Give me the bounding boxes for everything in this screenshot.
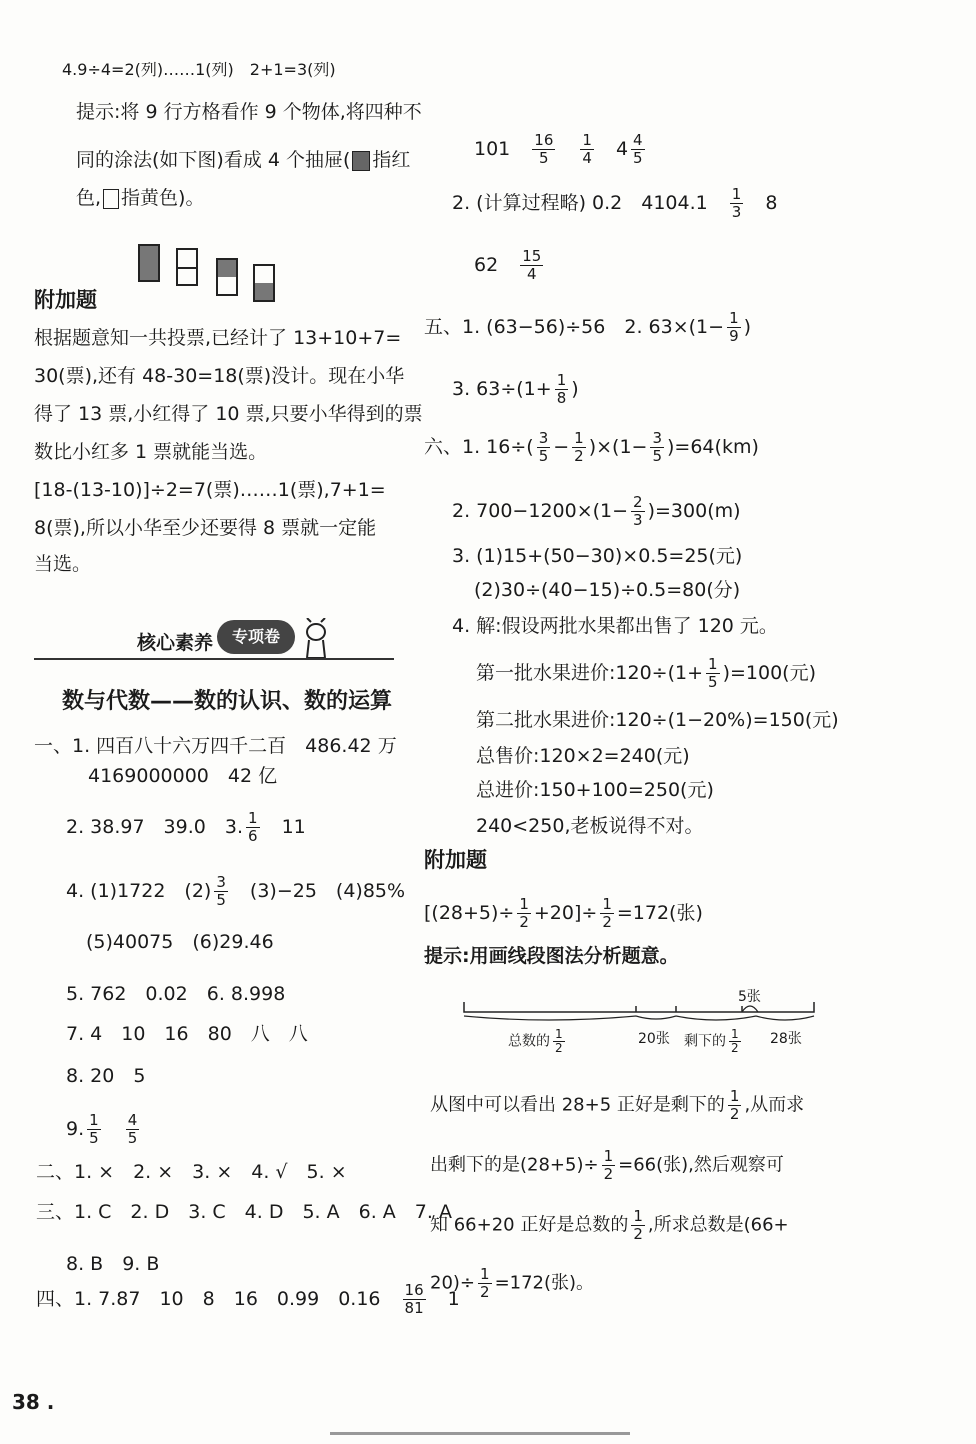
part-6-line-4c: 总售价:120×2=240(元)	[476, 745, 690, 767]
part-6-line-2	[452, 494, 741, 529]
r2-num: 1	[731, 185, 742, 203]
part-4-num: 16	[404, 1281, 424, 1299]
w1-frac	[727, 310, 741, 345]
s1-mid: )×(1−	[588, 436, 648, 458]
extra-para-4: 数比小红多 1 票就能当选。	[34, 441, 268, 463]
e1-den: 2	[729, 1105, 740, 1123]
hint-line-2-text: 同的涂法(如下图)看成 4 个抽屉(	[76, 149, 351, 171]
banner-badge: 专项卷	[217, 620, 295, 654]
right-extra-question-heading: 附加题	[424, 848, 487, 872]
r1-int: 101	[474, 138, 511, 160]
f1-num-2: 1	[602, 895, 612, 913]
e1-text: 从图中可以看出 28+5 正好是剩下的	[430, 1094, 725, 1116]
w3-text: 3. 63÷(1+	[452, 378, 552, 400]
q9-num-2: 4	[127, 1111, 138, 1129]
q4-text: 4. (1)1722 (2)	[66, 880, 212, 902]
page-number: 38 .	[12, 1390, 55, 1414]
r1-num-2: 1	[582, 131, 592, 149]
q1-line-2: 4169000000 42 亿	[88, 765, 278, 787]
s4a-tail: )=100(元)	[722, 662, 816, 684]
f1-frac-1	[517, 896, 531, 931]
extra-para-1: 根据题意知一共投票,已经计了 13+10+7=	[34, 327, 402, 349]
s1-text: 六、1. 16÷(	[424, 436, 534, 458]
e4-text: 20)÷	[430, 1272, 476, 1294]
w3-den: 8	[556, 389, 567, 407]
hint-line-3-text: 色,	[76, 187, 102, 209]
r2-tail: 8	[765, 192, 778, 214]
e3-tail: ,所求总数是(66+	[647, 1214, 789, 1236]
q9-den-2: 5	[127, 1129, 138, 1147]
w1-text: 五、1. (63−56)÷56 2. 63×(1−	[424, 316, 725, 338]
q9-fraction-2	[126, 1112, 140, 1147]
e2-den: 2	[603, 1165, 614, 1183]
part-6-line-4a	[476, 656, 816, 691]
e2-num: 1	[603, 1147, 614, 1165]
diagram-label-28: 28张	[770, 1031, 802, 1047]
diagram-den-2: 2	[731, 1041, 739, 1055]
e4-den: 2	[480, 1283, 490, 1301]
q9-line	[66, 1112, 142, 1147]
w3-num: 1	[556, 371, 567, 389]
diagram-label-half-total	[508, 1028, 568, 1055]
s2-num: 2	[633, 493, 643, 511]
e1-frac	[728, 1088, 742, 1123]
q2-tail: 11	[281, 816, 306, 838]
e2-tail: =66(张),然后观察可	[618, 1154, 784, 1176]
s1-tail: )=64(km)	[667, 436, 759, 458]
r1-frac-2	[580, 132, 594, 167]
left-extra-question-heading: 附加题	[34, 288, 97, 312]
explain-line-4	[430, 1266, 594, 1301]
explain-line-2	[430, 1148, 784, 1183]
s1-frac-2	[572, 430, 586, 465]
explain-line-1	[430, 1088, 804, 1123]
s1-num-1: 3	[538, 429, 549, 447]
part-6-line-3: 3. (1)15+(50−30)×0.5=25(元)	[452, 545, 743, 567]
s2-tail: )=300(m)	[647, 500, 741, 522]
banner-text: 核心素养	[137, 632, 214, 654]
q5-line: 5. 762 0.02 6. 8.998	[66, 983, 286, 1005]
diagram-num-2: 1	[731, 1027, 739, 1041]
diagram-frac-2	[729, 1028, 741, 1055]
part-6-line-4d: 总进价:150+100=250(元)	[476, 779, 714, 801]
q4-tail: (3)−25 (4)85%	[249, 880, 406, 902]
s2-den: 3	[633, 511, 643, 529]
f1-num-1: 1	[519, 895, 529, 913]
part-5-line-3	[452, 372, 579, 407]
f1-mid: +20]÷	[533, 902, 598, 924]
r2-den: 3	[731, 203, 742, 221]
w3-frac	[555, 372, 569, 407]
q2-num: 1	[248, 809, 258, 827]
r1-frac-1	[532, 132, 555, 167]
diagram-label-20: 20张	[638, 1031, 670, 1047]
diagram-den-1: 2	[555, 1041, 563, 1055]
hint-line-2	[76, 148, 410, 172]
s1-den-3: 5	[652, 447, 663, 465]
q2-fraction	[246, 810, 260, 845]
q4-line-2: (5)40075 (6)29.46	[86, 931, 274, 953]
w3-tail: )	[571, 378, 579, 400]
part-3-line-1: 三、1. C 2. D 3. C 4. D 5. A 6. A 7. A	[36, 1201, 452, 1223]
e3-text: 知 66+20 正好是总数的	[430, 1214, 629, 1236]
diagram-label-half-total-text: 总数的	[508, 1033, 550, 1050]
s4a-text: 第一批水果进价:120÷(1+	[476, 662, 704, 684]
extra-formula	[424, 896, 703, 931]
r-line-3	[474, 248, 546, 283]
s2-text: 2. 700−1200×(1−	[452, 500, 629, 522]
r1-whole: 4	[615, 138, 629, 160]
q2-den: 6	[248, 827, 258, 845]
part-2-line: 二、1. × 2. × 3. × 4. √ 5. ×	[36, 1161, 347, 1183]
s2-frac	[631, 494, 645, 529]
e3-den: 2	[633, 1225, 643, 1243]
s1-num-2: 1	[574, 429, 584, 447]
bottom-scan-mark	[330, 1432, 630, 1435]
yellow-square-icon	[103, 189, 119, 209]
diagram-frac-1	[553, 1028, 565, 1055]
r1-den-2: 4	[582, 149, 592, 167]
s4a-frac	[706, 656, 720, 691]
drawer-box-4	[253, 264, 275, 302]
q9-text: 9.	[66, 1118, 85, 1140]
q8-line: 8. 20 5	[66, 1065, 146, 1087]
w1-den: 9	[729, 327, 739, 345]
e4-num: 1	[480, 1265, 490, 1283]
drawer-box-1	[138, 244, 160, 282]
r2-text: 2. (计算过程略) 0.2 4104.1	[452, 192, 708, 214]
q9-den-1: 5	[89, 1129, 99, 1147]
part-6-line-4: 4. 解:假设两批水果都出售了 120 元。	[452, 615, 778, 637]
tip-line: 提示:用画线段图法分析题意。	[424, 945, 679, 967]
red-square-icon	[352, 151, 370, 171]
q2-line	[66, 810, 306, 845]
s1-minus: −	[553, 436, 570, 458]
s1-den-1: 5	[538, 447, 549, 465]
part-4-fraction	[403, 1282, 426, 1317]
q4-den: 5	[216, 891, 226, 909]
f1-frac-2	[600, 896, 614, 931]
hint-line-2-tail: 指红	[372, 149, 411, 171]
section-title: 数与代数——数的认识、数的运算	[62, 689, 393, 714]
extra-para-7: 当选。	[34, 553, 92, 575]
s1-frac-3	[650, 430, 664, 465]
explain-line-3	[430, 1208, 789, 1243]
extra-para-6: 8(票),所以小华至少还要得 8 票就一定能	[34, 517, 377, 539]
q4-line	[66, 874, 405, 909]
f1-tail: =172(张)	[616, 902, 703, 924]
f1-den-2: 2	[602, 913, 612, 931]
q2-text: 2. 38.97 39.0 3.	[66, 816, 243, 838]
part-4-line	[36, 1282, 460, 1317]
f1-den-1: 2	[519, 913, 529, 931]
part-6-line-4e: 240<250,老板说得不对。	[476, 815, 704, 837]
r-line-1	[474, 132, 648, 167]
hint-line-3	[76, 186, 204, 210]
mascot-icon	[301, 618, 331, 662]
part-6-line-1	[424, 430, 759, 465]
q4-num: 3	[216, 873, 226, 891]
diagram-num-1: 1	[555, 1027, 563, 1041]
drawer-box-3	[216, 258, 238, 296]
extra-para-2: 30(票),还有 48-30=18(票)没计。现在小华	[34, 365, 405, 387]
hint-line-3-tail: 指黄色)。	[121, 187, 205, 209]
r3-num: 15	[522, 247, 542, 265]
e2-frac	[602, 1148, 616, 1183]
diagram-label-5: 5张	[738, 989, 761, 1005]
part-4-text: 四、1. 7.87 10 8 16 0.99 0.16	[36, 1288, 381, 1310]
banner-rule	[34, 658, 394, 660]
r3-int: 62	[474, 254, 499, 276]
r1-den-3: 5	[633, 149, 643, 167]
r1-num-1: 16	[534, 131, 554, 149]
part-6-line-4b: 第二批水果进价:120÷(1−20%)=150(元)	[476, 709, 839, 731]
e2-text: 出剩下的是(28+5)÷	[430, 1154, 599, 1176]
s4a-den: 5	[708, 673, 718, 691]
hint-line-1: 提示:将 9 行方格看作 9 个物体,将四种不	[76, 101, 422, 123]
e3-num: 1	[633, 1207, 643, 1225]
extra-para-5: [18-(13-10)]÷2=7(票)……1(票),7+1=	[34, 479, 386, 501]
f1-text: [(28+5)÷	[424, 902, 515, 924]
s4a-num: 1	[708, 655, 718, 673]
e4-tail: =172(张)。	[494, 1272, 595, 1294]
q7-line: 7. 4 10 16 80 八 八	[66, 1023, 308, 1045]
r3-frac	[520, 248, 543, 283]
r-line-2	[452, 186, 777, 221]
e4-frac	[478, 1266, 492, 1301]
e1-num: 1	[729, 1087, 740, 1105]
w1-num: 1	[729, 309, 739, 327]
r1-num-3: 4	[633, 131, 643, 149]
drawer-box-2	[176, 248, 198, 286]
q1-line-1: 一、1. 四百八十六万四千二百 486.42 万	[34, 735, 397, 757]
part-5-line-1	[424, 310, 751, 345]
diagram-label-half-rest	[684, 1028, 744, 1055]
q9-fraction-1	[87, 1112, 101, 1147]
r2-frac	[730, 186, 744, 221]
q9-num-1: 1	[89, 1111, 99, 1129]
answer-4-9: 4.9÷4=2(列)……1(列) 2+1=3(列)	[62, 60, 336, 79]
r1-den-1: 5	[539, 149, 549, 167]
part-3-line-2: 8. B 9. B	[66, 1253, 160, 1275]
segment-diagram	[460, 986, 820, 1062]
s1-den-2: 2	[574, 447, 584, 465]
e1-tail: ,从而求	[744, 1094, 805, 1116]
part-6-line-3b: (2)30÷(40−15)÷0.5=80(分)	[474, 579, 741, 601]
r3-den: 4	[526, 265, 537, 283]
q4-fraction	[214, 874, 228, 909]
s1-frac-1	[537, 430, 551, 465]
diagram-label-half-rest-text: 剩下的	[684, 1033, 726, 1050]
part-4-den: 81	[404, 1299, 424, 1317]
s1-num-3: 3	[652, 429, 663, 447]
w1-tail: )	[743, 316, 752, 338]
extra-para-3: 得了 13 票,小红得了 10 票,只要小华得到的票	[34, 403, 423, 425]
part-4-tail: 1	[447, 1288, 460, 1310]
e3-frac	[631, 1208, 645, 1243]
r1-frac-3	[631, 132, 645, 167]
